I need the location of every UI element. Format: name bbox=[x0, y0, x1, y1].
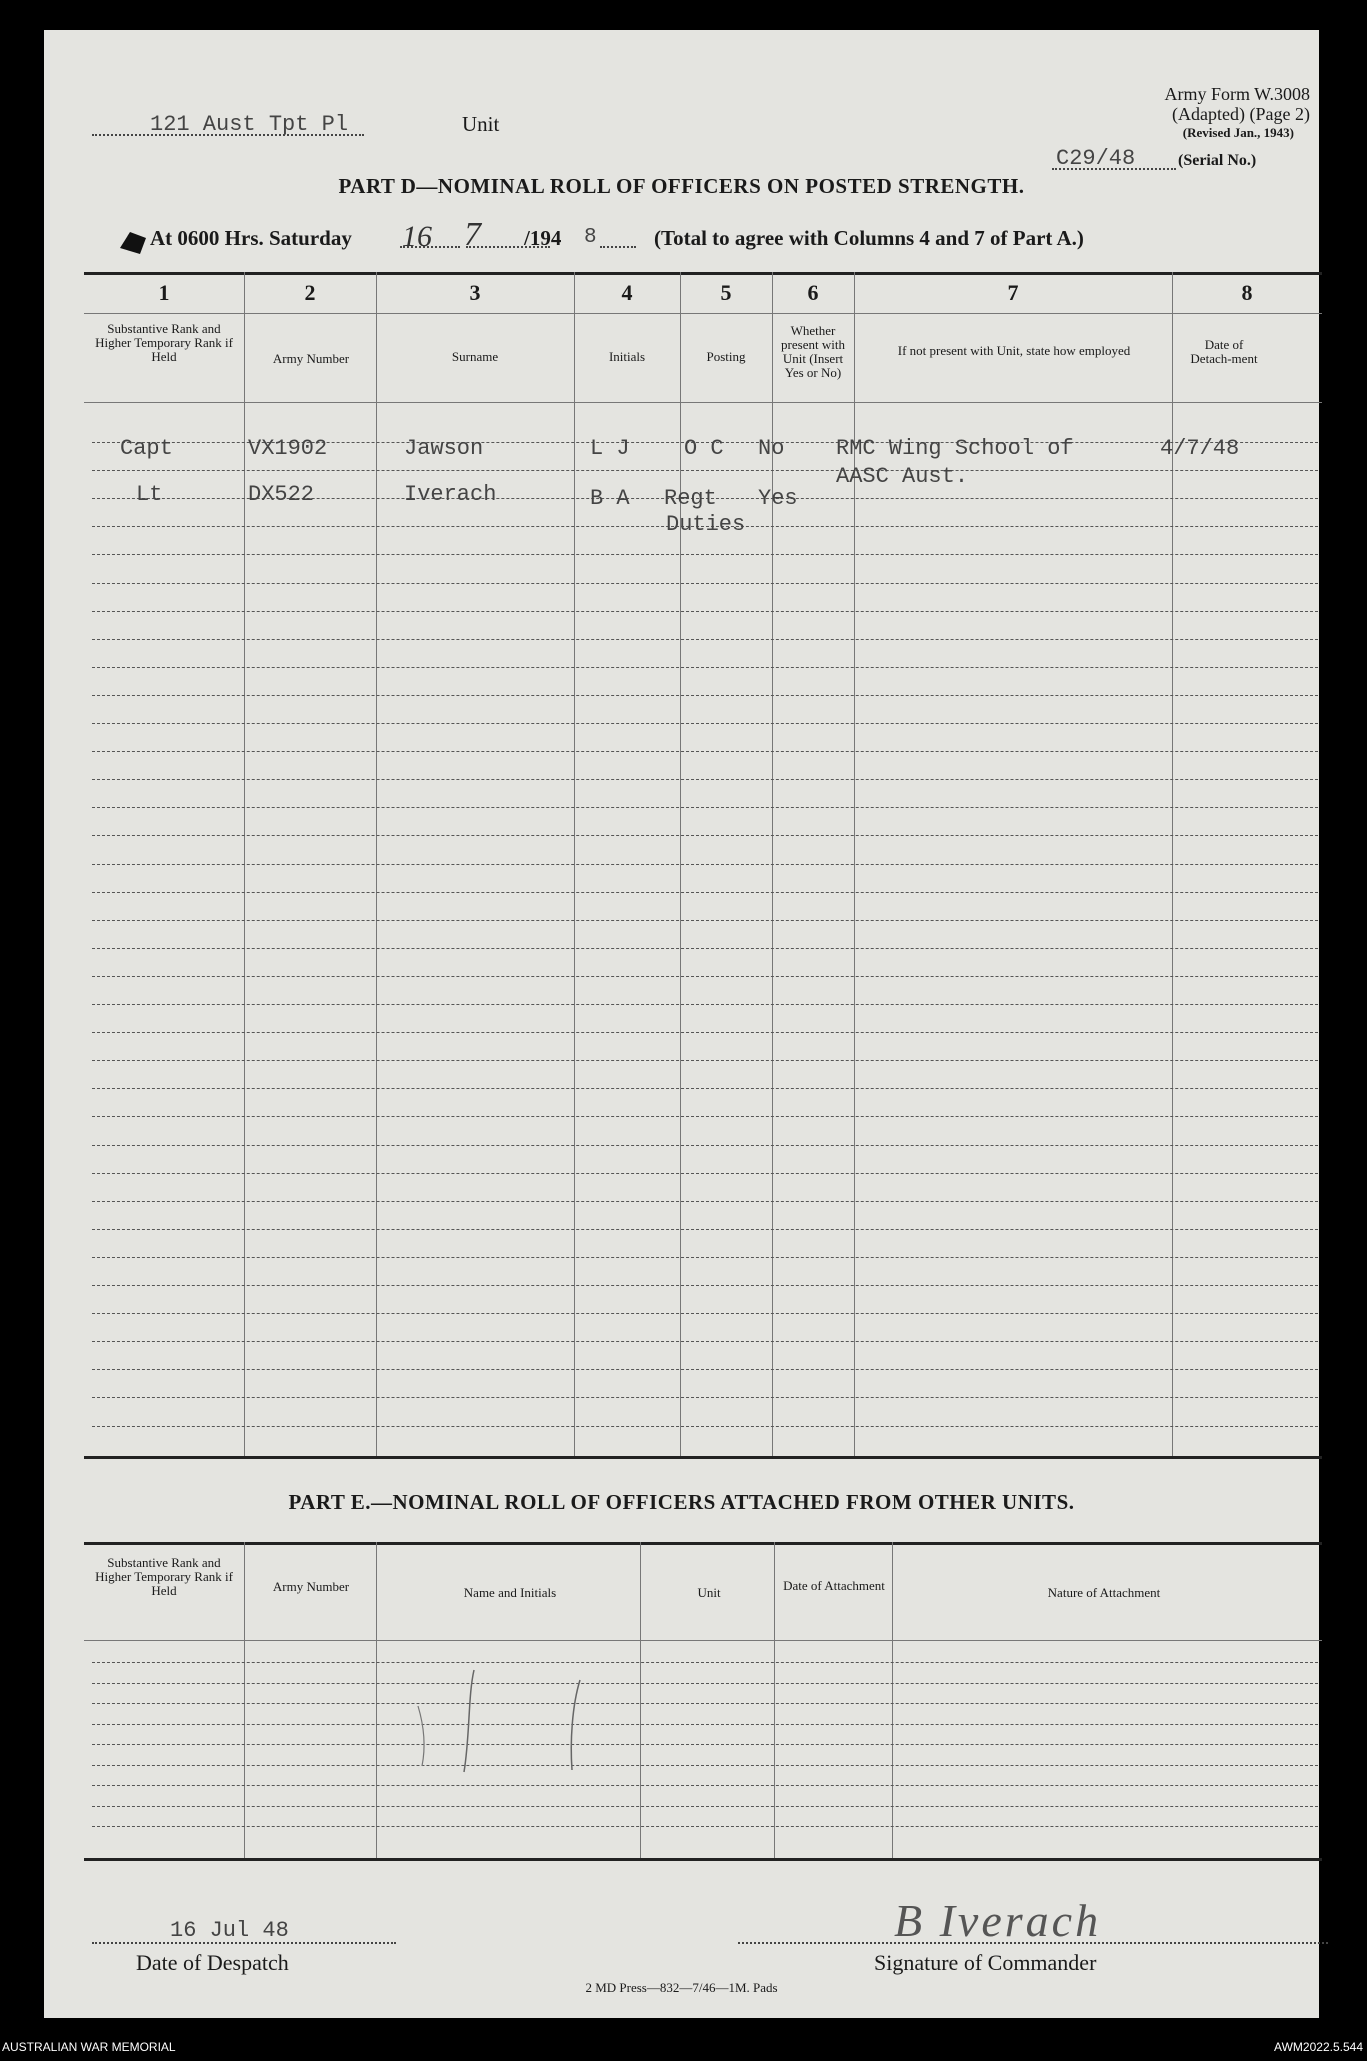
part-e-col-divider bbox=[376, 1542, 377, 1858]
ruled-line bbox=[92, 779, 1318, 780]
ruled-line bbox=[92, 1744, 1318, 1745]
row2-initials: B A bbox=[590, 486, 630, 511]
ruled-line bbox=[92, 1060, 1318, 1061]
row1-present: No bbox=[758, 436, 785, 461]
header-present: Whether present with Unit (Insert Yes or No) bbox=[781, 323, 845, 380]
part-e-col-divider bbox=[640, 1542, 641, 1858]
header-surname: Surname bbox=[451, 349, 499, 364]
ruled-line bbox=[92, 807, 1318, 808]
part-e-col-divider bbox=[244, 1542, 245, 1858]
part-d-number-rule bbox=[84, 313, 1322, 314]
part-d-bottom-rule bbox=[84, 1456, 1322, 1459]
header-initials: Initials bbox=[608, 349, 646, 364]
punch-hole-icon bbox=[116, 226, 150, 256]
part-d-title: PART D—NOMINAL ROLL OF OFFICERS ON POSTED STRENGTH. bbox=[338, 174, 1025, 198]
ruled-line bbox=[92, 639, 1318, 640]
row1-rank: Capt bbox=[120, 436, 173, 461]
ruled-line bbox=[92, 1785, 1318, 1786]
ruled-line bbox=[92, 1229, 1318, 1230]
header-army-number: Army Number bbox=[272, 351, 350, 366]
ruled-line bbox=[92, 1313, 1318, 1314]
part-e-bottom-rule bbox=[84, 1858, 1322, 1861]
total-note: (Total to agree with Columns 4 and 7 of Part A.) bbox=[654, 226, 1084, 250]
ruled-line bbox=[92, 1088, 1318, 1089]
e-header-name: Name and Initials bbox=[463, 1585, 557, 1600]
row1-employed: RMC Wing School of bbox=[836, 436, 1074, 461]
col-number-3: 3 bbox=[469, 280, 481, 305]
signature-label: Signature of Commander bbox=[874, 1950, 1097, 1975]
row1-initials: L J bbox=[590, 436, 630, 461]
part-e-top-rule bbox=[84, 1542, 1322, 1545]
col-number-4: 4 bbox=[621, 280, 633, 305]
ruled-line bbox=[92, 1683, 1318, 1684]
despatch-label: Date of Despatch bbox=[136, 1950, 289, 1975]
header-rank: Substantive Rank and Higher Temporary Rank if Held bbox=[95, 321, 233, 364]
col-number-8: 8 bbox=[1241, 280, 1253, 305]
row2-posting: Regt bbox=[664, 486, 717, 511]
col-number-2: 2 bbox=[304, 280, 316, 305]
despatch-date: 16 Jul 48 bbox=[170, 1918, 289, 1943]
e-header-attachment-date: Date of Attachment bbox=[783, 1578, 885, 1593]
ruled-line bbox=[92, 1397, 1318, 1398]
row1-employed-line2: AASC Aust. bbox=[836, 464, 969, 489]
ruled-line bbox=[92, 1201, 1318, 1202]
row1-army-number: VX1902 bbox=[248, 436, 328, 461]
ruled-line bbox=[92, 554, 1318, 555]
col-number-6: 6 bbox=[807, 280, 819, 305]
ruled-line bbox=[92, 920, 1318, 921]
ruled-line bbox=[92, 667, 1318, 668]
row2-present: Yes bbox=[758, 486, 798, 511]
row2-rank: Lt bbox=[136, 482, 163, 507]
row2-army-number: DX522 bbox=[248, 482, 315, 507]
ruled-line bbox=[92, 1004, 1318, 1005]
ruled-line bbox=[92, 1806, 1318, 1807]
ruled-line bbox=[92, 892, 1318, 893]
year-suffix: 8 bbox=[584, 226, 597, 249]
row2-posting-line2: Duties bbox=[666, 512, 746, 537]
ruled-line bbox=[92, 1173, 1318, 1174]
ruled-line bbox=[92, 583, 1318, 584]
part-e-col-divider bbox=[774, 1542, 775, 1858]
ruled-line bbox=[92, 751, 1318, 752]
year-dotted-line bbox=[600, 246, 636, 248]
ruled-line bbox=[92, 1703, 1318, 1704]
ruled-line bbox=[92, 1662, 1318, 1663]
header-employed: If not present with Unit, state how employed bbox=[897, 343, 1131, 358]
form-revised: (Revised Jan., 1943) bbox=[1182, 125, 1294, 140]
unit-value: 121 Aust Tpt Pl bbox=[150, 112, 349, 137]
ruled-line bbox=[92, 470, 1318, 471]
ruled-line bbox=[92, 1285, 1318, 1286]
ruled-line bbox=[92, 723, 1318, 724]
printer-imprint: 2 MD Press—832—7/46—1M. Pads bbox=[585, 1980, 778, 1995]
ruled-line bbox=[92, 1724, 1318, 1725]
month-value: 7 bbox=[464, 216, 481, 253]
ruled-line bbox=[92, 835, 1318, 836]
form-name: Army Form W.3008 bbox=[1164, 84, 1310, 104]
day-value: 16 bbox=[402, 220, 432, 253]
serial-value: C29/48 bbox=[1056, 146, 1136, 171]
part-e-col-divider bbox=[892, 1542, 893, 1858]
e-header-army-number: Army Number bbox=[272, 1579, 350, 1594]
ruled-line bbox=[92, 1426, 1318, 1427]
ruled-line bbox=[92, 1145, 1318, 1146]
unit-label: Unit bbox=[462, 112, 500, 136]
ruled-line bbox=[92, 1341, 1318, 1342]
part-d-top-rule bbox=[84, 272, 1322, 275]
ruled-line bbox=[92, 976, 1318, 977]
col-number-1: 1 bbox=[158, 280, 170, 305]
ruled-line bbox=[92, 611, 1318, 612]
ruled-line bbox=[92, 1765, 1318, 1766]
pencil-mark-icon bbox=[404, 1666, 594, 1776]
part-d-header-rule bbox=[84, 402, 1322, 403]
e-header-nature: Nature of Attachment bbox=[1047, 1585, 1161, 1600]
archive-credit: AUSTRALIAN WAR MEMORIAL bbox=[2, 2040, 176, 2054]
ruled-line bbox=[92, 948, 1318, 949]
ruled-line bbox=[92, 1826, 1318, 1827]
e-header-rank: Substantive Rank and Higher Temporary Rank if Held bbox=[95, 1555, 233, 1598]
row1-posting: O C bbox=[684, 436, 724, 461]
at-hours-label: At 0600 Hrs. Saturday bbox=[150, 226, 352, 250]
serial-label: (Serial No.) bbox=[1178, 152, 1257, 169]
col-number-5: 5 bbox=[720, 280, 732, 305]
row1-detachment-date: 4/7/48 bbox=[1160, 436, 1240, 461]
ruled-line bbox=[92, 1116, 1318, 1117]
row1-surname: Jawson bbox=[404, 436, 484, 461]
form-page bbox=[44, 30, 1319, 2018]
ruled-line bbox=[92, 864, 1318, 865]
commander-signature: B Iverach bbox=[894, 1895, 1102, 1946]
ruled-line bbox=[92, 1369, 1318, 1370]
form-adapted: (Adapted) (Page 2) bbox=[1172, 104, 1310, 124]
header-detachment: Date of Detach-ment bbox=[1190, 337, 1258, 366]
part-e-header-rule bbox=[84, 1640, 1322, 1641]
year-prefix: /194 bbox=[524, 226, 562, 250]
header-posting: Posting bbox=[706, 349, 746, 364]
ruled-line bbox=[92, 695, 1318, 696]
col-number-7: 7 bbox=[1007, 280, 1019, 305]
part-e-title: PART E.—NOMINAL ROLL OF OFFICERS ATTACHED FROM OTHER UNITS. bbox=[288, 1490, 1075, 1514]
row2-surname: Iverach bbox=[404, 482, 497, 507]
ruled-line bbox=[92, 1257, 1318, 1258]
ruled-line bbox=[92, 1032, 1318, 1033]
archive-reference: AWM2022.5.544 bbox=[1274, 2040, 1363, 2054]
e-header-unit: Unit bbox=[697, 1585, 721, 1600]
